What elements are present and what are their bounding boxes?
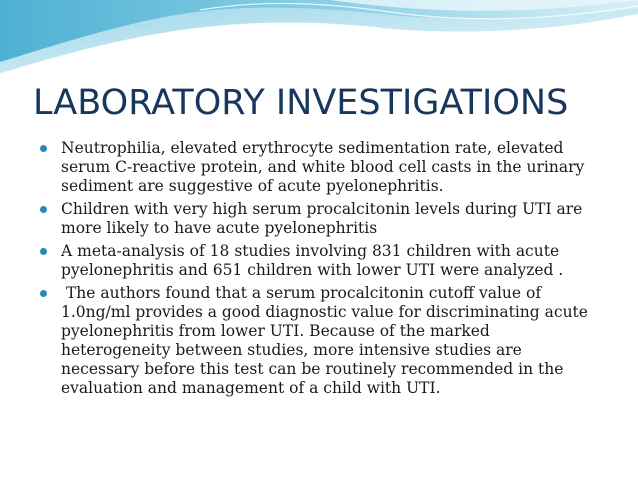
bullet-list	[40, 139, 600, 402]
bullet-item	[40, 242, 600, 280]
bullet-text: A meta-analysis of 18 studies involving 831 children with acute pyelonephritis and 651 children with lower UTI were analyzed .	[61, 242, 564, 279]
slide-title: LABORATORY INVESTIGATIONS	[33, 83, 569, 123]
bullet-text: Children with very high serum procalcitonin levels during UTI are more likely to have acute pyelonephritis	[61, 200, 583, 237]
bullet-dot-icon	[40, 206, 47, 213]
bullet-text: The authors found that a serum procalcitonin cutoff value of 1.0ng/ml provides a good diagnostic value for discriminating acute pyelonephritis from lower UTI. Because of the marked heterogeneity between studies, more intensive studies are necessary before this test can be routinely recommended in the evaluation and management of a child with UTI.	[61, 284, 593, 397]
bullet-item	[40, 139, 600, 196]
bullet-item	[40, 284, 600, 398]
bullet-text: Neutrophilia, elevated erythrocyte sedimentation rate, elevated serum C-reactive protein, and white blood cell casts in the urinary sediment are suggestive of acute pyelonephritis.	[61, 139, 585, 195]
bullet-dot-icon	[40, 145, 47, 152]
bullet-item	[40, 200, 600, 238]
header-wave-decoration	[0, 0, 638, 80]
bullet-dot-icon	[40, 290, 47, 297]
bullet-dot-icon	[40, 248, 47, 255]
